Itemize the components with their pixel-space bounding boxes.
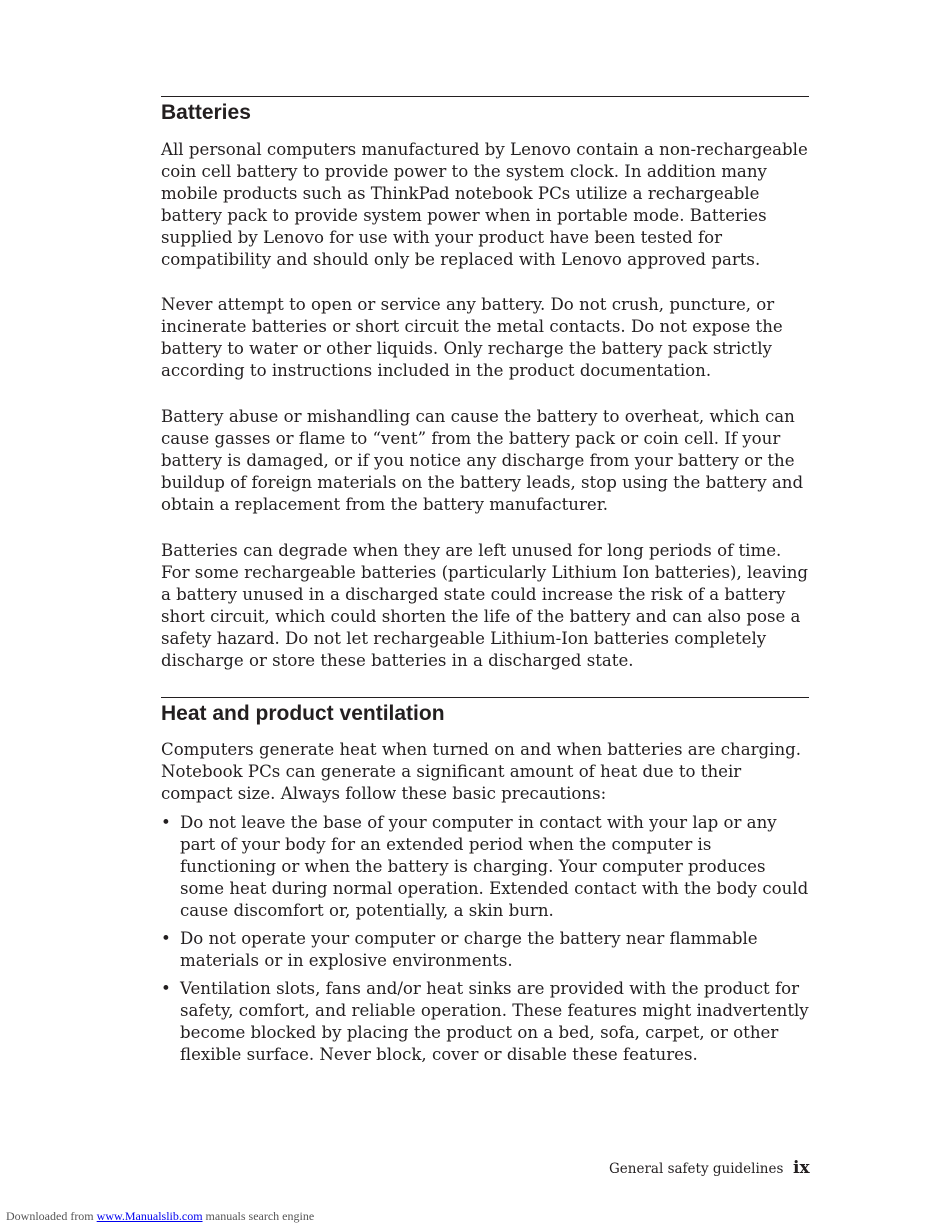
list-item-text: Do not operate your computer or charge the battery near flammable materials or in explosive environments. [180,929,758,970]
list-item-text: Ventilation slots, fans and/or heat sinks are provided with the product for safety, comfort, and reliable operation. These features might inadvertently become blocked by placing the product on a bed, sofa, carpet, or other flexible surface. Never block, cover or disable these features. [180,979,809,1064]
paragraph-heat-intro: Computers generate heat when turned on and when batteries are charging. Notebook PCs can generate a significant amount of heat due to their compact size. Always follow these basic precautions: [161,740,802,803]
download-suffix: manuals search engine [205,1209,315,1223]
footer-section-title: General safety guidelines [609,1161,784,1177]
manualslib-link[interactable]: www.Manualslib.com [96,1209,203,1223]
paragraph-batteries-intro: All personal computers manufactured by Lenovo contain a non-rechargeable coin cell battery to provide power to the system clock. In addition many mobile products such as ThinkPad notebook PCs utilize a rechargeable battery pack to provide system power when in portable mode. Batteries supplied by Lenovo for use with your product have been tested for compatibility and should only be replaced with Lenovo approved parts. [161,140,808,269]
precautions-list [161,812,809,1072]
paragraph-battery-service: Never attempt to open or service any battery. Do not crush, puncture, or incinerate batteries or short circuit the metal contacts. Do not expose the battery to water or other liquids. Only recharge the battery pack strictly according to instructions included in the product documentation. [161,295,783,380]
section-rule-batteries [161,96,809,97]
section-rule-heat [161,697,809,698]
list-item [161,812,809,922]
heading-batteries: Batteries [161,101,251,124]
bullet-symbol: • [161,813,171,832]
paragraph-battery-degrade: Batteries can degrade when they are left unused for long periods of time. For some rechargeable batteries (particularly Lithium Ion batteries), leaving a battery unused in a discharged state could increase the risk of a battery short circuit, which could shorten the life of the battery and can also pose a safety hazard. Do not let rechargeable Lithium-Ion batteries completely discharge or store these batteries in a discharged state. [161,541,809,670]
list-item [161,928,809,972]
list-item [161,978,809,1066]
footer-page-number: ix [793,1158,810,1178]
bullet-symbol: • [161,979,171,998]
download-note [6,1209,314,1223]
download-prefix: Downloaded from [6,1209,94,1223]
bullet-symbol: • [161,929,171,948]
paragraph-battery-abuse: Battery abuse or mishandling can cause the battery to overheat, which can cause gasses or flame to “vent” from the battery pack or coin cell. If your battery is damaged, or if you notice any discharge from your battery or the buildup of foreign materials on the battery leads, stop using the battery and obtain a replacement from the battery manufacturer. [161,407,804,514]
heading-heat-ventilation: Heat and product ventilation [161,702,445,725]
list-item-text: Do not leave the base of your computer in contact with your lap or any part of your body for an extended period when the computer is functioning or when the battery is charging. Your computer produces some heat during normal operation. Extended contact with the body could cause discomfort or, potentially, a skin burn. [180,813,809,920]
